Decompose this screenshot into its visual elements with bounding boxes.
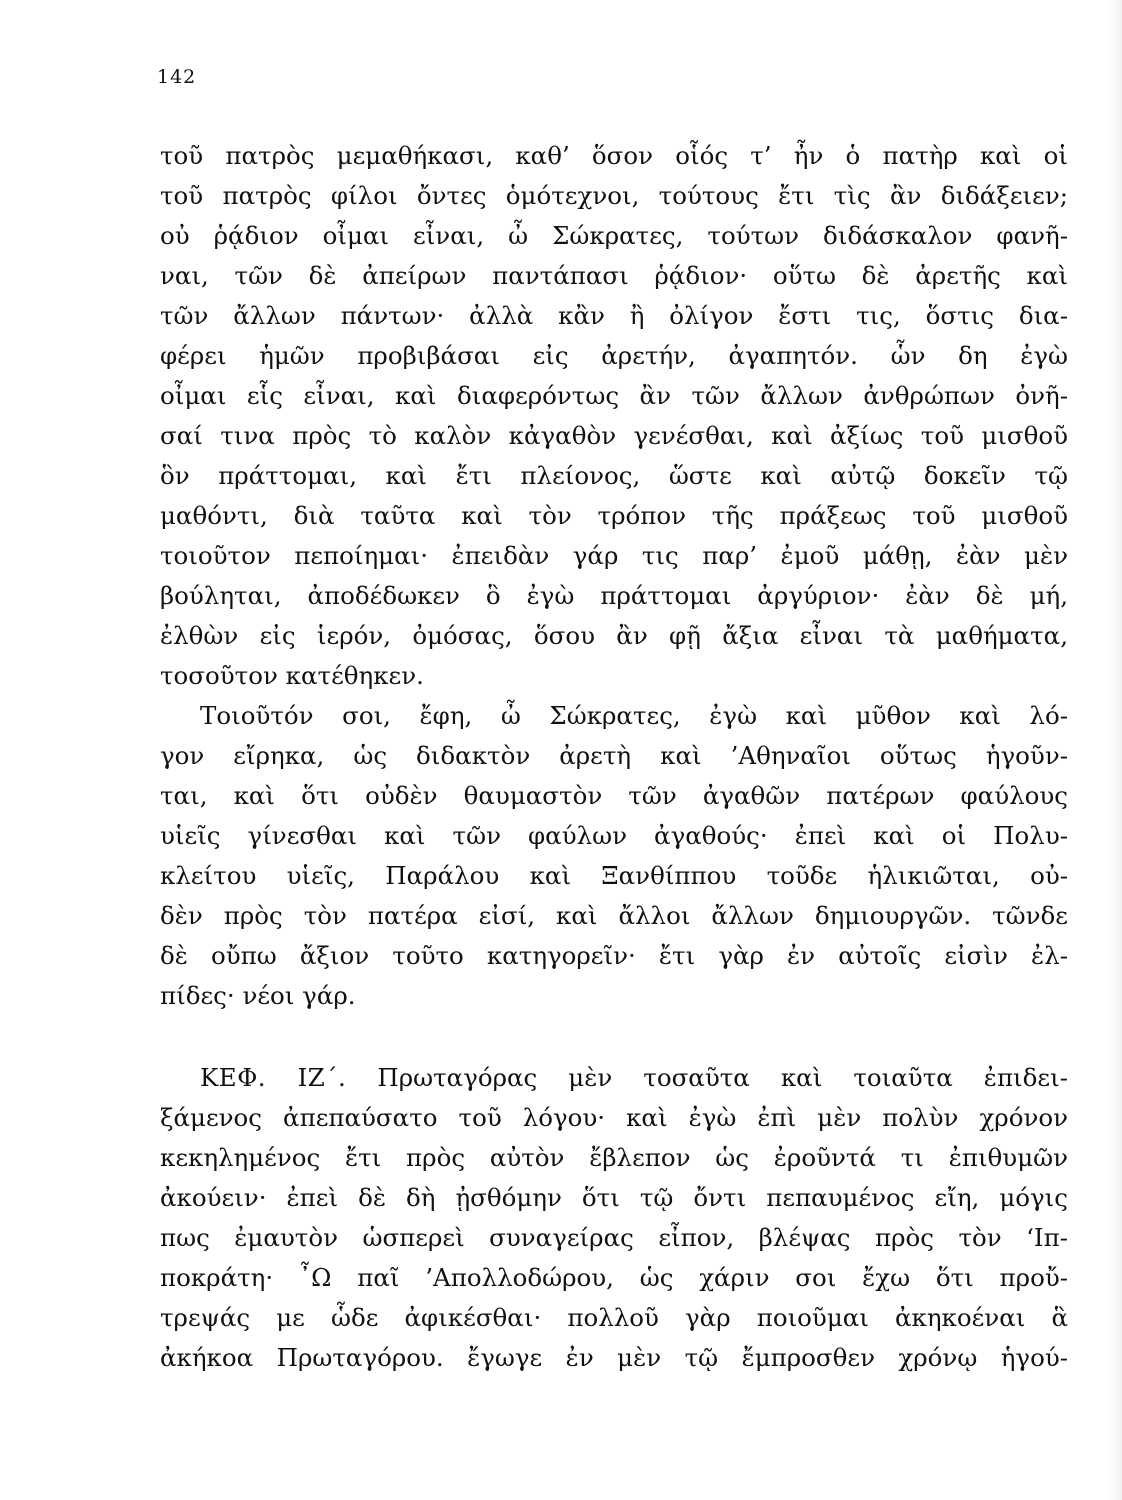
text-line: τῶν ἄλλων πάντων· ἀλλὰ κἂν ἢ ὀλίγον ἔστι τις, ὅστις δια- bbox=[160, 301, 1068, 330]
text-line: πως ἐμαυτὸν ὡσπερεὶ συναγείρας εἶπον, βλέψας πρὸς τὸν ‘Ιπ- bbox=[160, 1223, 1068, 1252]
text-line: μαθόντι, διὰ ταῦτα καὶ τὸν τρόπον τῆς πράξεως τοῦ μισθοῦ bbox=[160, 501, 1068, 530]
chapter-heading: ΚΕΦ. ΙΖ΄. bbox=[200, 1063, 347, 1092]
text-line: σαί τινα πρὸς τὸ καλὸν κἀγαθὸν γενέσθαι, καὶ ἀξίως τοῦ μισθοῦ bbox=[160, 421, 1068, 450]
text-line: τοῦ πατρὸς μεμαθήκασι, καθ’ ὅσον οἷός τ’ ἦν ὁ πατὴρ καὶ οἱ bbox=[160, 141, 1068, 170]
text-line: κλείτου υἱεῖς, Παράλου καὶ Ξανθίππου τοῦδε ἡλικιῶται, οὐ- bbox=[160, 861, 1068, 890]
text-line: οἶμαι εἷς εἶναι, καὶ διαφερόντως ἂν τῶν ἄλλων ἀνθρώπων ὀνῆ- bbox=[160, 381, 1068, 410]
text-line: ναι, τῶν δὲ ἀπείρων παντάπασι ῥᾴδιον· οὕτω δὲ ἀρετῆς καὶ bbox=[160, 261, 1068, 290]
text-line: βούληται, ἀποδέδωκεν ὃ ἐγὼ πράττομαι ἀργύριον· ἐὰν δὲ μή, bbox=[160, 581, 1068, 610]
page-number: 142 bbox=[157, 66, 197, 88]
page-edge-shadow bbox=[1108, 0, 1122, 1500]
text-line: ται, καὶ ὅτι οὐδὲν θαυμαστὸν τῶν ἀγαθῶν πατέρων φαύλους bbox=[160, 781, 1068, 810]
text-line: ἐλθὼν εἰς ἱερόν, ὀμόσας, ὅσου ἂν φῇ ἄξια εἶναι τὰ μαθήματα, bbox=[160, 621, 1068, 650]
text-line: κεκηλημένος ἔτι πρὸς αὐτὸν ἔβλεπον ὡς ἐροῦντά τι ἐπιθυμῶν bbox=[160, 1143, 1068, 1172]
text-line: ποκράτη· ῏Ω παῖ ’Απολλοδώρου, ὡς χάριν σοι ἔχω ὅτι προὔ- bbox=[160, 1263, 1068, 1292]
chapter-first-line bbox=[200, 1058, 1068, 1098]
text-line: Τοιοῦτόν σοι, ἔφη, ὦ Σώκρατες, ἐγὼ καὶ μῦθον καὶ λό- bbox=[200, 701, 1068, 730]
text-line: ξάμενος ἀπεπαύσατο τοῦ λόγου· καὶ ἐγὼ ἐπὶ μὲν πολὺν χρόνον bbox=[160, 1103, 1068, 1132]
text-line: δὲ οὔπω ἄξιον τοῦτο κατηγορεῖν· ἔτι γὰρ ἐν αὐτοῖς εἰσὶν ἐλ- bbox=[160, 941, 1068, 970]
text-line: τοῦ πατρὸς φίλοι ὄντες ὁμότεχνοι, τούτους ἔτι τὶς ἂν διδάξειεν; bbox=[160, 181, 1068, 210]
text-line: δὲν πρὸς τὸν πατέρα εἰσί, καὶ ἄλλοι ἄλλων δημιουργῶν. τῶνδε bbox=[160, 901, 1068, 930]
text-line: πίδες· νέοι γάρ. bbox=[160, 981, 356, 1010]
text-line: τοσοῦτον κατέθηκεν. bbox=[160, 661, 424, 690]
text-line: υἱεῖς γίνεσθαι καὶ τῶν φαύλων ἀγαθούς· ἐπεὶ καὶ οἱ Πολυ- bbox=[160, 821, 1068, 850]
chapter-text: Πρωταγόρας μὲν τοσαῦτα καὶ τοιαῦτα ἐπιδει- bbox=[377, 1063, 1068, 1092]
text-line: ἀκούειν· ἐπεὶ δὲ δὴ ᾐσθόμην ὅτι τῷ ὄντι πεπαυμένος εἴη, μόγις bbox=[160, 1183, 1068, 1212]
text-line: φέρει ἡμῶν προβιβάσαι εἰς ἀρετήν, ἀγαπητόν. ὧν δη ἐγὼ bbox=[160, 341, 1068, 370]
text-line: τρεψάς με ὧδε ἀφικέσθαι· πολλοῦ γὰρ ποιοῦμαι ἀκηκοέναι ἃ bbox=[160, 1303, 1068, 1332]
text-line: γον εἴρηκα, ὡς διδακτὸν ἀρετὴ καὶ ’Αθηναῖοι οὕτως ἡγοῦν- bbox=[160, 741, 1068, 770]
text-line: ὃν πράττομαι, καὶ ἔτι πλείονος, ὥστε καὶ αὐτῷ δοκεῖν τῷ bbox=[160, 461, 1068, 490]
text-line: οὐ ῥᾴδιον οἶμαι εἶναι, ὦ Σώκρατες, τούτων διδάσκαλον φανῆ- bbox=[160, 221, 1068, 250]
text-line: τοιοῦτον πεποίημαι· ἐπειδὰν γάρ τις παρ’ ἐμοῦ μάθῃ, ἐὰν μὲν bbox=[160, 541, 1068, 570]
text-line: ἀκήκοα Πρωταγόρου. ἔγωγε ἐν μὲν τῷ ἔμπροσθεν χρόνῳ ἡγού- bbox=[160, 1343, 1068, 1372]
